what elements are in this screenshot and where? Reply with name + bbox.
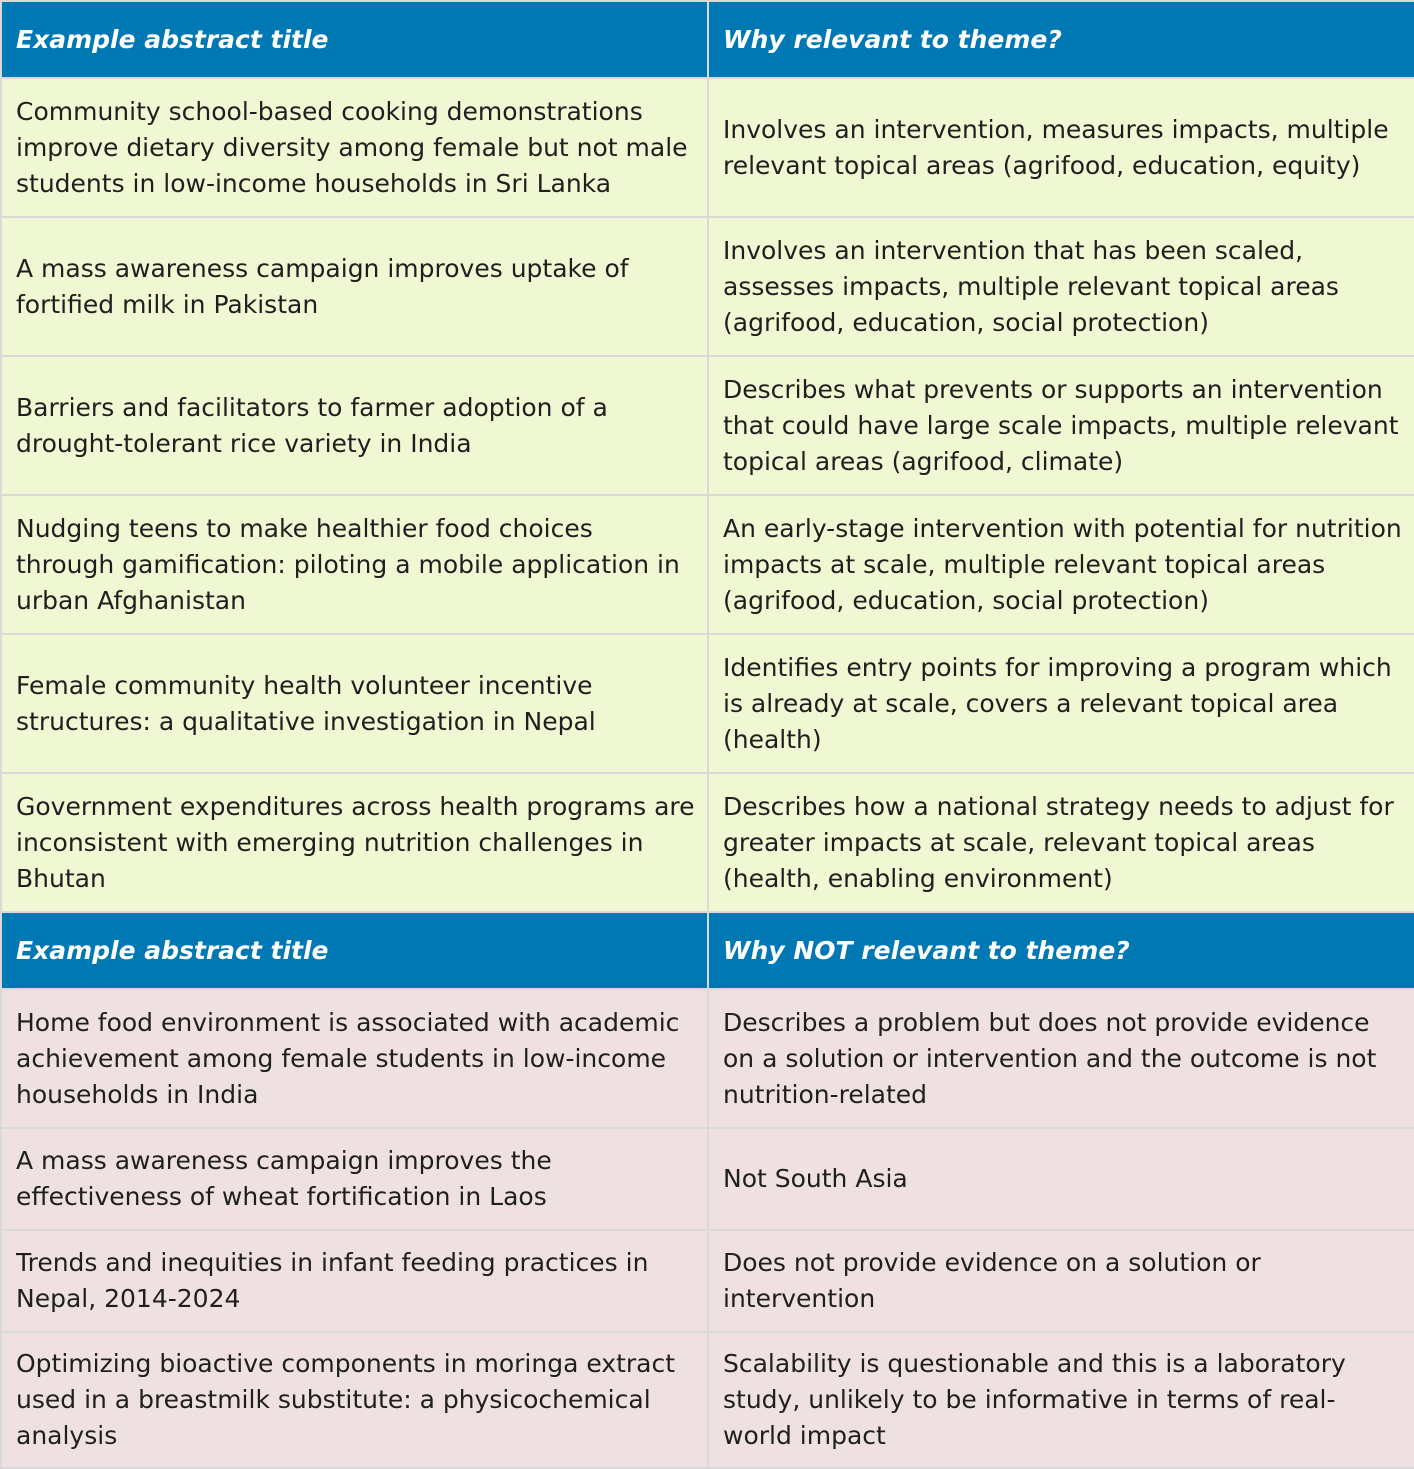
not-relevant-row [1,1332,1414,1468]
relevance-reason-cell: Identifies entry points for improving a program which is already at scale, covers a relevant topical area (health) [708,634,1414,773]
relevant-row [1,78,1414,217]
relevant-row [1,356,1414,495]
not-relevant-header-reason: Why NOT relevant to theme? [708,912,1414,989]
abstract-title-cell: A mass awareness campaign improves the effectiveness of wheat fortification in Laos [1,1128,708,1230]
abstract-title-cell: Home food environment is associated with academic achievement among female students in low-income households in India [1,989,708,1128]
relevant-header-reason: Why relevant to theme? [708,1,1414,78]
not-relevant-row [1,989,1414,1128]
abstract-title-cell: Government expenditures across health programs are inconsistent with emerging nutrition challenges in Bhutan [1,773,708,912]
abstract-title-cell: Optimizing bioactive components in moringa extract used in a breastmilk substitute: a physicochemical analysis [1,1332,708,1468]
not-relevant-header-row [1,912,1414,989]
not-relevant-reason-cell: Scalability is questionable and this is a laboratory study, unlikely to be informative in terms of real-world impact [708,1332,1414,1468]
abstract-title-cell: A mass awareness campaign improves uptake of fortified milk in Pakistan [1,217,708,356]
relevant-row [1,217,1414,356]
relevant-row [1,773,1414,912]
relevance-reason-cell: Describes how a national strategy needs to adjust for greater impacts at scale, relevant topical areas (health, enabling environment) [708,773,1414,912]
not-relevant-reason-cell: Does not provide evidence on a solution or intervention [708,1230,1414,1332]
relevant-header-row [1,1,1414,78]
not-relevant-row [1,1128,1414,1230]
abstract-title-cell: Nudging teens to make healthier food choices through gamification: piloting a mobile application in urban Afghanistan [1,495,708,634]
relevance-reason-cell: Describes what prevents or supports an intervention that could have large scale impacts, multiple relevant topical areas (agrifood, climate) [708,356,1414,495]
abstract-title-cell: Trends and inequities in infant feeding practices in Nepal, 2014-2024 [1,1230,708,1332]
not-relevant-reason-cell: Not South Asia [708,1128,1414,1230]
relevance-reason-cell: Involves an intervention that has been scaled, assesses impacts, multiple relevant topical areas (agrifood, education, social protection) [708,217,1414,356]
not-relevant-header-title: Example abstract title [1,912,708,989]
abstract-title-cell: Community school-based cooking demonstrations improve dietary diversity among female but not male students in low-income households in Sri Lanka [1,78,708,217]
abstract-title-cell: Barriers and facilitators to farmer adoption of a drought-tolerant rice variety in India [1,356,708,495]
abstract-title-cell: Female community health volunteer incentive structures: a qualitative investigation in Nepal [1,634,708,773]
not-relevant-reason-cell: Describes a problem but does not provide evidence on a solution or intervention and the outcome is not nutrition-related [708,989,1414,1128]
relevance-reason-cell: Involves an intervention, measures impacts, multiple relevant topical areas (agrifood, education, equity) [708,78,1414,217]
not-relevant-row [1,1230,1414,1332]
relevant-row [1,634,1414,773]
relevant-row [1,495,1414,634]
relevant-header-title: Example abstract title [1,1,708,78]
relevance-reason-cell: An early-stage intervention with potential for nutrition impacts at scale, multiple relevant topical areas (agrifood, education, social protection) [708,495,1414,634]
